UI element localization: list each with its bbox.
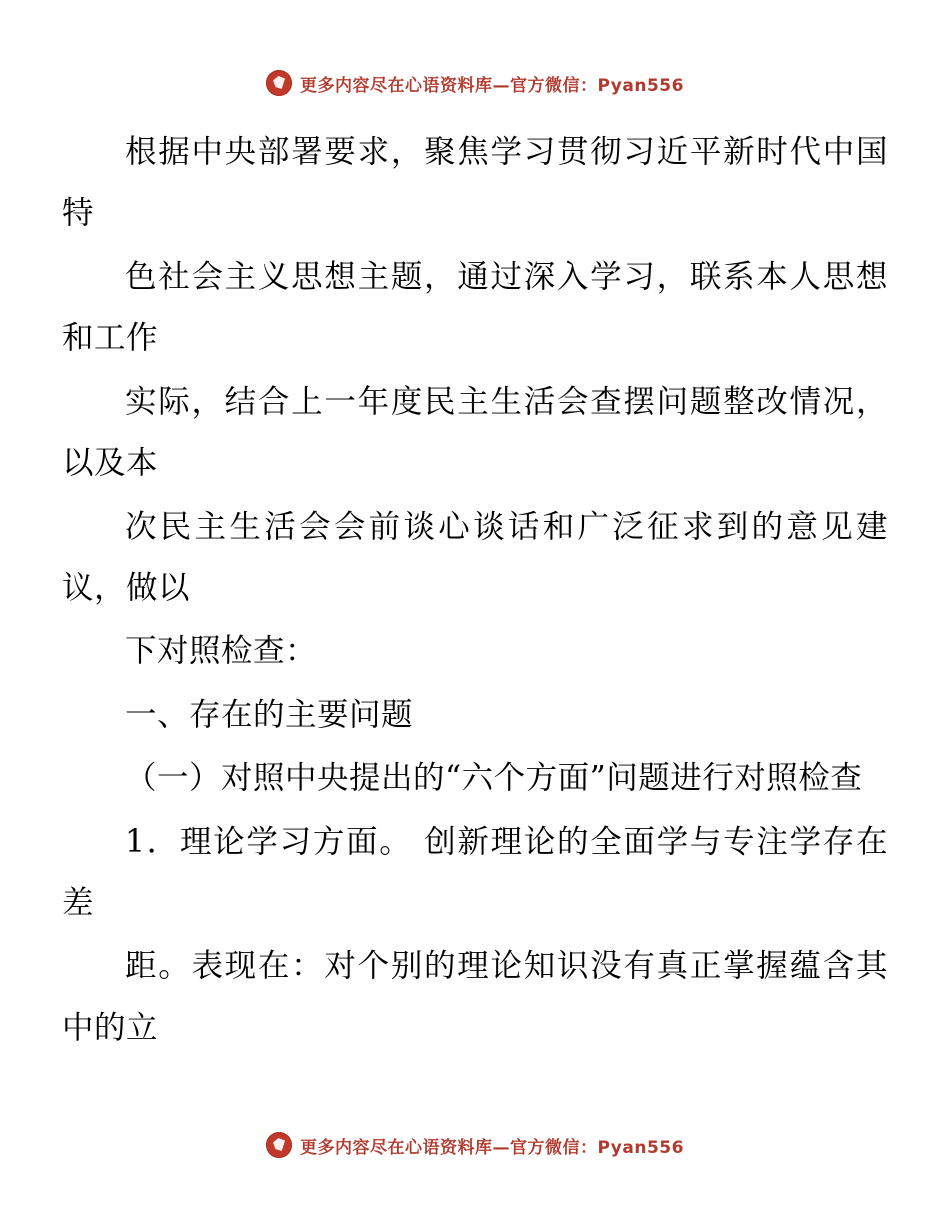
paragraph: 1．理论学习方面。 创新理论的全面学与专注学存在差 [62,823,888,922]
flame-badge-icon [266,70,292,96]
watermark-header [0,70,950,96]
watermark-brand: 更多内容尽在心语资料库—官方微信： [300,75,598,96]
watermark-wechat: Pyan556 [597,75,684,96]
watermark-header-text [300,71,684,96]
paragraph: 色社会主义思想主题，通过深入学习，联系本人思想和工作 [62,258,888,357]
paragraph: 次民主生活会会前谈心谈话和广泛征求到的意见建议，做以 [62,508,888,606]
section-heading: 一、存在的主要问题 [125,696,414,733]
flame-badge-icon [266,1132,292,1158]
paragraph: 下对照检查： [125,633,318,670]
watermark-wechat: Pyan556 [597,1137,684,1158]
watermark-footer-text [300,1133,684,1158]
paragraph: 距。表现在：对个别的理论知识没有真正掌握蕴含其中的立 [62,948,888,1046]
paragraph: 根据中央部署要求，聚焦学习贯彻习近平新时代中国特 [62,134,888,232]
document-body [62,122,888,1061]
paragraph: 实际，结合上一年度民主生活会查摆问题整改情况，以及本 [62,383,888,482]
watermark-brand: 更多内容尽在心语资料库—官方微信： [300,1137,598,1158]
subsection-heading: （一）对照中央提出的“六个方面”问题进行对照检查 [125,760,863,797]
watermark-footer [0,1132,950,1158]
